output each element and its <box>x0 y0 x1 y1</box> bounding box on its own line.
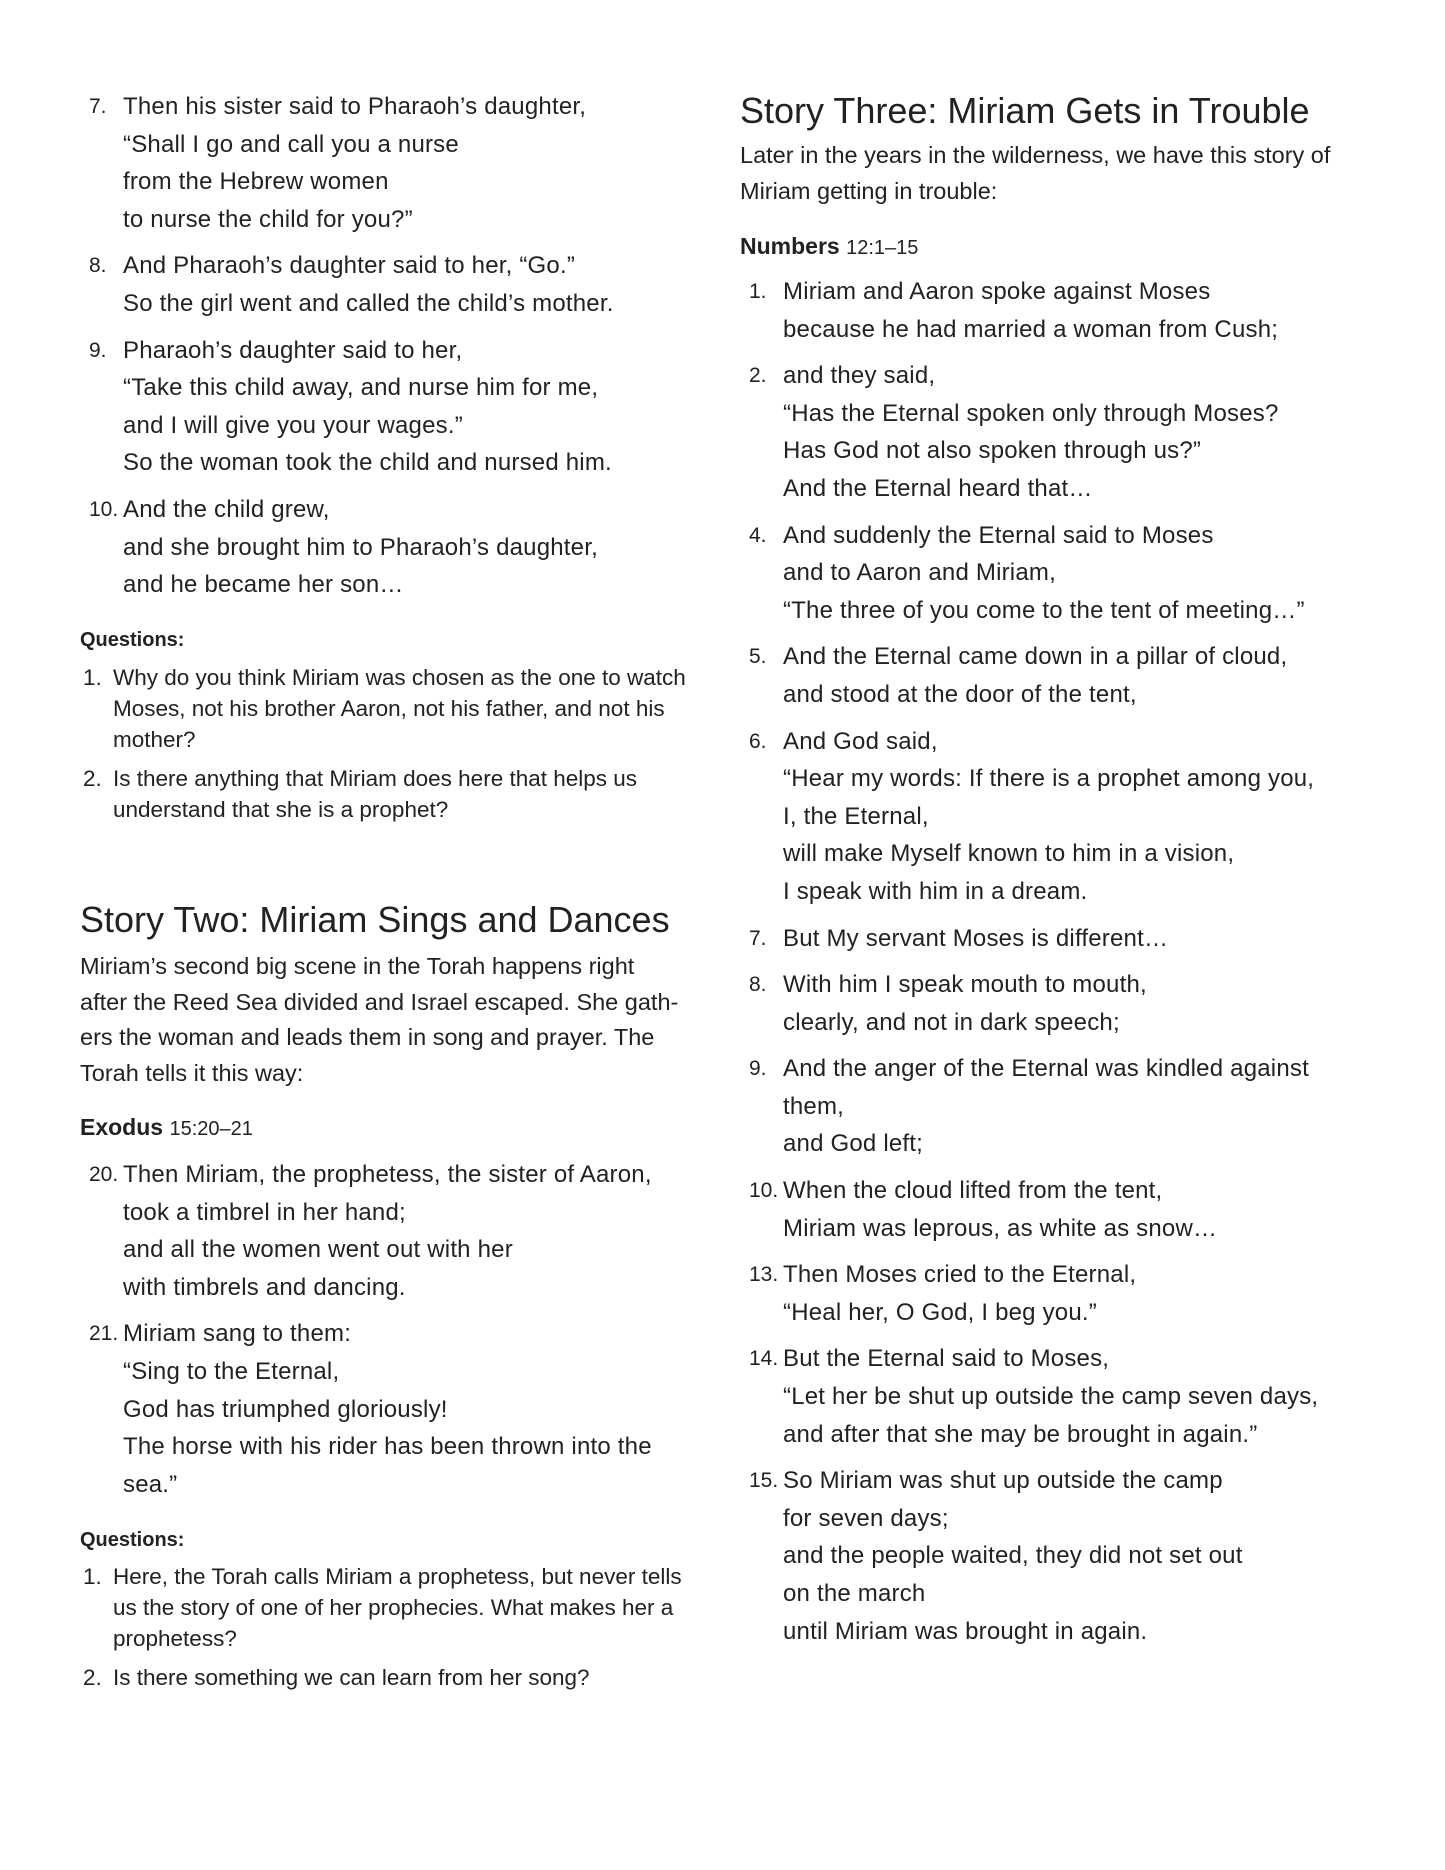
verse-number: 7. <box>89 95 107 118</box>
verse-line: and they said, <box>783 362 936 390</box>
story-three-intro: Later in the years in the wilderness, we have this story of Miriam getting in trouble: <box>740 142 1331 204</box>
verse-number: 14. <box>749 1347 779 1371</box>
verse-number: 4. <box>749 523 767 547</box>
verse-number: 13. <box>749 1263 779 1287</box>
verse <box>89 1156 652 1306</box>
verse-line: and all the women went out with her <box>123 1236 513 1264</box>
verse-line: Miriam was leprous, as white as snow… <box>783 1214 1218 1242</box>
story-two-intro: Miriam’s second big scene in the Torah happens right after the Reed Sea divided and Israel escaped. She gath-ers the woman and leads them in song and prayer. The Torah tells it this way: <box>80 953 679 1086</box>
verse-line: With him I speak mouth to mouth, <box>783 971 1147 999</box>
verse-line: The horse with his rider has been thrown into the <box>123 1433 652 1461</box>
verse-line: “Has the Eternal spoken only through Moses? <box>783 399 1279 427</box>
verse-line: “Heal her, O God, I beg you.” <box>783 1298 1097 1326</box>
verse-number: 9. <box>749 1057 767 1081</box>
verse-line: took a timbrel in her hand; <box>123 1198 406 1226</box>
question-text: Why do you think Miriam was chosen as the one to watch Moses, not his brother Aaron, not his father, and not his mother? <box>113 665 686 752</box>
verse-line: until Miriam was brought in again. <box>783 1617 1148 1645</box>
verse-line: Then Miriam, the prophetess, the sister of Aaron, <box>123 1161 652 1188</box>
question-item <box>83 662 698 755</box>
verse-line: “The three of you come to the tent of meeting…” <box>783 596 1305 624</box>
verse <box>89 247 614 322</box>
verse-line: to nurse the child for you?” <box>123 205 413 233</box>
question-item <box>83 1561 698 1654</box>
question-number: 2. <box>83 766 102 791</box>
verse-line: Then Moses cried to the Eternal, <box>783 1261 1137 1289</box>
verse-line: I speak with him in a dream. <box>783 877 1088 905</box>
ref-book: Exodus <box>80 1114 164 1140</box>
story-two-reference <box>80 1112 253 1144</box>
exodus-15-verses <box>89 1156 652 1512</box>
verse <box>749 1050 1318 1163</box>
verse <box>89 88 614 238</box>
verse <box>749 1340 1319 1453</box>
verse-line: And suddenly the Eternal said to Moses <box>783 521 1214 549</box>
verse-line: So Miriam was shut up outside the camp <box>783 1467 1223 1495</box>
question-text: Is there something we can learn from her song? <box>113 1665 590 1690</box>
verse-line: God has triumphed gloriously! <box>123 1395 448 1423</box>
verse <box>749 966 1318 1041</box>
ref-book: Numbers <box>740 233 840 259</box>
verse <box>89 332 614 482</box>
questions-label: Questions: <box>80 629 185 651</box>
verse-line: and to Aaron and Miriam, <box>783 559 1056 587</box>
verse-line: and she brought him to Pharaoh’s daughter, <box>123 533 598 561</box>
question-item <box>83 1662 698 1693</box>
verse-number: 5. <box>749 645 767 669</box>
verse <box>749 273 1318 348</box>
story-three-title: Story Three: Miriam Gets in Trouble <box>740 90 1310 131</box>
question-number: 1. <box>83 665 102 690</box>
verse-number: 2. <box>749 364 767 388</box>
verse-number: 8. <box>749 973 767 997</box>
verse <box>749 357 1318 507</box>
verse-line: and God left; <box>783 1130 924 1158</box>
verse-number: 6. <box>749 729 767 753</box>
questions-list <box>83 662 698 833</box>
verse-line: But My servant Moses is different… <box>783 924 1169 952</box>
verse-line: Pharaoh’s daughter said to her, <box>123 336 463 364</box>
verse-line: “Shall I go and call you a nurse <box>123 130 459 158</box>
question-number: 1. <box>83 1564 102 1589</box>
verse-line: sea.” <box>123 1470 178 1498</box>
verse <box>89 1315 652 1503</box>
numbers-reference <box>740 231 918 263</box>
question-number: 2. <box>83 1665 102 1690</box>
verse-number: 10. <box>89 497 119 521</box>
question-text: Here, the Torah calls Miriam a prophetess, but never tells us the story of one of her prophecies. What makes her a prophetess? <box>113 1564 682 1651</box>
verse <box>749 1172 1318 1247</box>
verse-line: And the child grew, <box>123 495 330 523</box>
verse-number: 7. <box>749 926 767 950</box>
verse <box>749 1462 1318 1650</box>
verse-line: with timbrels and dancing. <box>123 1273 406 1301</box>
verse-line: “Take this child away, and nurse him for me, <box>123 374 599 402</box>
verse-line: and he became her son… <box>123 571 404 599</box>
verse-number: 10. <box>749 1179 779 1203</box>
verse <box>89 491 614 604</box>
verse-line: and the people waited, they did not set out <box>783 1542 1243 1570</box>
exodus-2-verses <box>89 88 614 613</box>
questions-list <box>83 1561 698 1701</box>
verse-number: 8. <box>89 254 107 278</box>
verse-number: 9. <box>89 338 107 362</box>
verse-line: Miriam and Aaron spoke against Moses <box>783 278 1211 305</box>
verse-line: on the march <box>783 1580 926 1607</box>
verse-line: “Sing to the Eternal, <box>123 1357 340 1385</box>
verse-line: And the anger of the Eternal was kindled against <box>783 1055 1309 1083</box>
verse-line: because he had married a woman from Cush; <box>783 315 1279 343</box>
story-two-title: Story Two: Miriam Sings and Dances <box>80 899 670 940</box>
verse-line: And the Eternal heard that… <box>783 474 1093 502</box>
verse-number: 1. <box>749 280 767 303</box>
verse-line: clearly, and not in dark speech; <box>783 1008 1120 1036</box>
question-text: Is there anything that Miriam does here that helps us understand that she is a prophet? <box>113 766 638 822</box>
question-item <box>83 763 698 825</box>
verse-line: “Let her be shut up outside the camp seven days, <box>783 1383 1319 1411</box>
verse-line: Has God not also spoken through us?” <box>783 437 1202 465</box>
verse <box>749 1256 1318 1331</box>
verse-line: So the girl went and called the child’s mother. <box>123 289 614 317</box>
verse-number: 20. <box>89 1163 119 1186</box>
verse-line: and after that she may be brought in again.” <box>783 1420 1258 1448</box>
verse-line: from the Hebrew women <box>123 168 389 196</box>
verse-line: will make Myself known to him in a vision, <box>783 840 1235 868</box>
verse-number: 21. <box>89 1322 119 1346</box>
verse-line: When the cloud lifted from the tent, <box>783 1177 1163 1205</box>
verse <box>749 920 1318 958</box>
verse-line: And Pharaoh’s daughter said to her, “Go.” <box>123 252 576 280</box>
verse-line: I, the Eternal, <box>783 802 929 830</box>
verse-line: But the Eternal said to Moses, <box>783 1345 1110 1373</box>
verse-line: them, <box>783 1092 845 1120</box>
verse <box>749 638 1318 713</box>
ref-verses: 15:20–21 <box>169 1118 253 1140</box>
verse-line: Then his sister said to Pharaoh’s daughter, <box>123 93 587 120</box>
verse-line: And God said, <box>783 727 938 755</box>
ref-verses: 12:1–15 <box>846 237 919 259</box>
verse-line: So the woman took the child and nursed him. <box>123 449 612 477</box>
verse-line: and I will give you your wages.” <box>123 411 463 439</box>
verse-line: Miriam sang to them: <box>123 1320 352 1348</box>
verse-line: and stood at the door of the tent, <box>783 680 1137 708</box>
verse <box>749 517 1318 630</box>
verse-line: for seven days; <box>783 1504 949 1532</box>
verse-line: “Hear my words: If there is a prophet among you, <box>783 765 1315 793</box>
questions-label: Questions: <box>80 1529 185 1551</box>
verse-line: And the Eternal came down in a pillar of cloud, <box>783 643 1288 671</box>
verse-number: 15. <box>749 1469 779 1493</box>
numbers-12-verses <box>749 273 1319 1659</box>
verse <box>749 723 1318 911</box>
